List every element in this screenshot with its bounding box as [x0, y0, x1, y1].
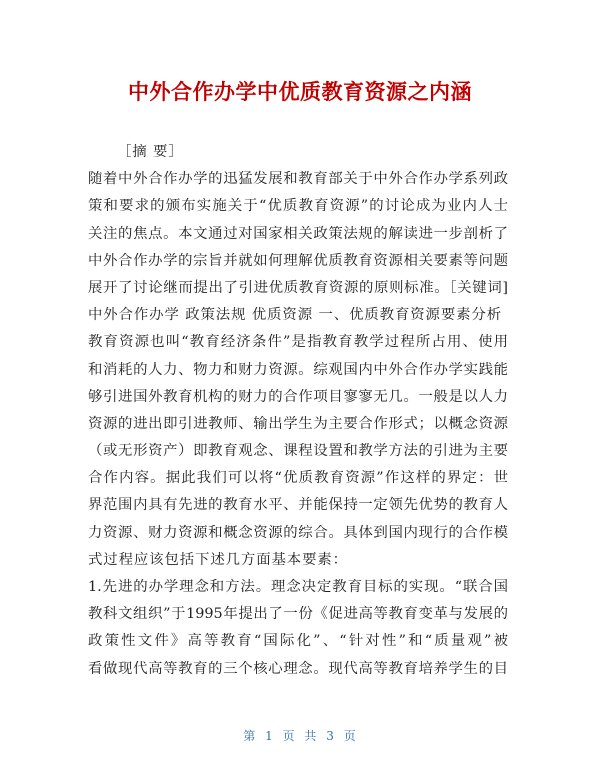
total-word: 共 [304, 729, 318, 743]
body-line: 中外合作办学的宗旨并就如何理解优质教育资源相关要素等问题 [88, 252, 508, 269]
page-footer [0, 727, 600, 744]
body-line: 式过程应该包括下述几方面基本要素： [88, 551, 348, 568]
page-total: 3 [326, 729, 335, 743]
body-line: 力资源、财力资源和概念资源的综合。具体到国内现行的合作模 [88, 524, 508, 541]
page-unit: 页 [282, 729, 296, 743]
total-unit: 页 [343, 729, 357, 743]
body-line: （或无形资产）即教育观念、课程设置和教学方法的引进为主要 [88, 443, 508, 460]
body-line: 合作内容。据此我们可以将“优质教育资源”作这样的界定：世 [88, 470, 508, 487]
document-body [88, 139, 508, 683]
body-line: 教育资源也叫“教育经济条件”是指教育教学过程所占用、使用 [88, 334, 508, 351]
body-line: 和消耗的人力、物力和财力资源。综观国内中外合作办学实践能 [88, 361, 508, 378]
document-title: 中外合作办学中优质教育资源之内涵 [128, 80, 472, 104]
body-line: 随着中外合作办学的迅猛发展和教育部关于中外合作办学系列政 [88, 171, 508, 188]
body-line: 教科文组织”于1995年提出了一份《促进高等教育变革与发展的 [88, 606, 508, 623]
page-current: 1 [265, 729, 274, 743]
keywords-line: 中外合作办学 政策法规 优质资源 一、优质教育资源要素分析 [88, 307, 502, 324]
body-line: 界范围内具有先进的教育水平、并能保持一定领先优势的教育人 [88, 497, 508, 514]
body-line: 够引进国外教育机构的财力的合作项目寥寥无几。一般是以人力 [88, 388, 508, 405]
body-line: 展开了讨论继而提出了引进优质教育资源的原则标准。［关键词] [88, 279, 508, 296]
body-line: 政策性文件》高等教育“国际化”、“针对性”和“质量观”被 [88, 633, 508, 650]
body-line: 策和要求的颁布实施关于“优质教育资源”的讨论成为业内人士 [88, 198, 508, 215]
body-line: 关注的焦点。本文通过对国家相关政策法规的解读进一步剖析了 [88, 225, 508, 242]
page-word: 第 [243, 729, 257, 743]
body-line: 1.先进的办学理念和方法。理念决定教育目标的实现。“联合国 [88, 579, 508, 595]
body-line: 看做现代高等教育的三个核心理念。现代高等教育培养学生的目 [88, 660, 508, 677]
abstract-label: ［摘 要］ [117, 144, 184, 160]
body-line: 资源的进出即引进教师、输出学生为主要合作形式；以概念资源 [88, 415, 508, 432]
